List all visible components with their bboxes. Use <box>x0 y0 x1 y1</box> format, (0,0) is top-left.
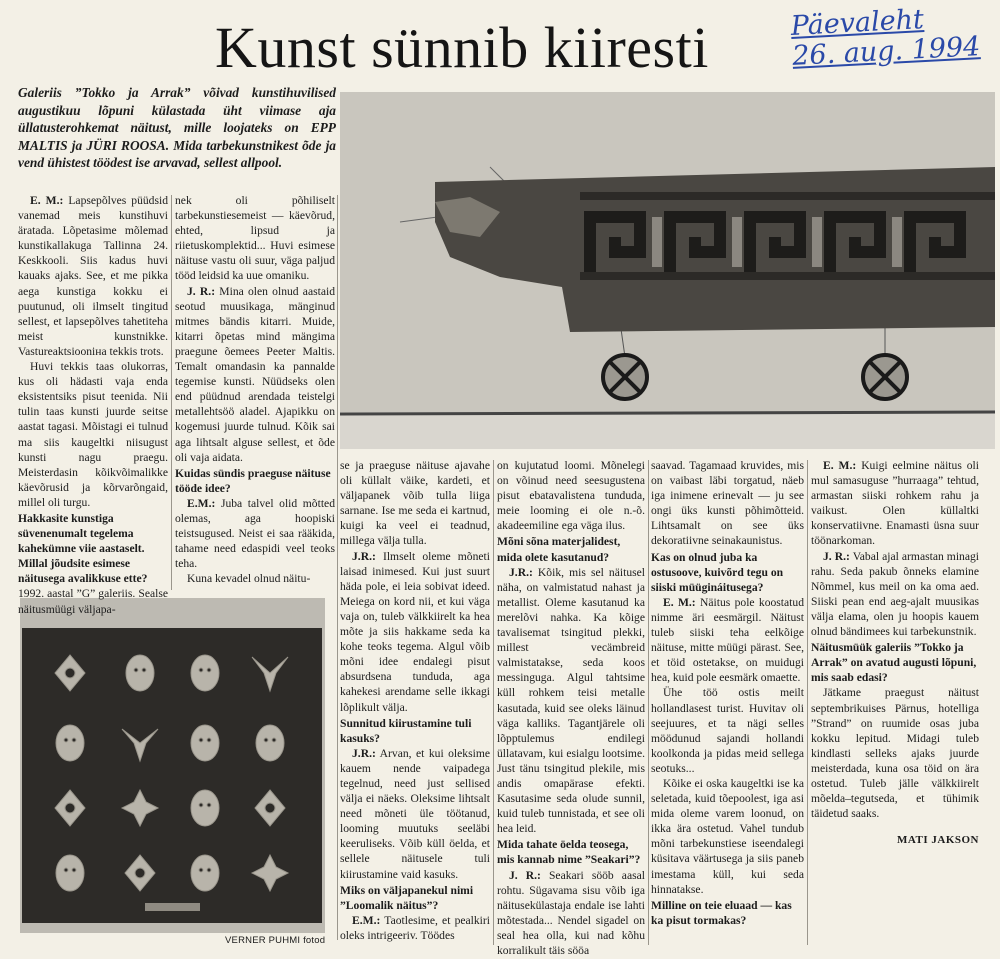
paragraph <box>497 565 645 837</box>
paragraph <box>651 595 804 686</box>
paragraph-text: Huvi tekkis taas olukorras, kus oli hädasti vaja enda eksistentsiks pisut teenida. Nii tulin taas kunsti juurde seitse aastat tagasi. Mõistagi ei tulnud ma siis kaugeltki niisugust kunsti nagu praegu. Meisterdasin kõikvõimalikke käevõrusid ja kõrvarõngaid, millel oli turgu. <box>18 360 168 509</box>
paragraph-text: Ilmselt oleme mõneti laisad inimesed. Kui just suurt häda pole, ei leia sobivat ideed. Meiega on kord nii, et kui väga vaja on, tuleb välkkiirelt ka hea mõte ja siis hakkame seda ka kohe teoks tegema. Algul võib mõni idee endalegi pisut absurdsena tunduda, aga kahekesi arendame selle ikkagi lõplikult välja. <box>340 549 490 714</box>
interview-question <box>340 883 490 913</box>
column-rule <box>807 460 808 945</box>
paragraph-text: Ühe töö ostis meilt hollandlasest turist. Huvitav oli seejuures, et ta nägi selles möödunud sajandi hollandi koolkonda ja pidas meid sellega seotuks... <box>651 686 804 775</box>
paragraph <box>340 913 490 943</box>
paragraph-text: saavad. Tagamaad kruvides, mis on vaibast läbi torgatud, näeb iga inimene erinevalt — ju see ongi üks kunsti põhimõtteid. Lihtsamalt on see üks dekoratiivne seinakaunistus. <box>651 459 804 548</box>
interview-question <box>340 716 490 746</box>
paragraph-text: Miks on väljapanekul nimi ”Loomalik näitus”? <box>340 883 474 912</box>
paragraph <box>811 685 979 821</box>
speaker-initials: E.M.: <box>352 913 381 927</box>
paragraph-text: Kuna kevadel olnud näitu- <box>187 572 311 586</box>
paragraph-text: Kõik, mis sel näitusel näha, on valmistatud nahast ja metallist. Oleme kasutanud ka merelõvi nahka. Ka kõige tavalisemat tsingitud plekki, millest vecämbreid valmistatakse, seda koos messinguga. Algul tahtsime küll rohkem teisi metalle kasutada, kuid see oleks läinud väga kalliks. Tagantjärele oli lõpptulemus endilegi üllatavam, kui esialgu lootsime. Just tänu tsingitud plekile, mis andis omapärase efekti. Kasutasime seda olude sunnil, kuid tuleb tunnistada, et see oli hea leid. <box>497 565 645 836</box>
article-column-4 <box>497 458 645 957</box>
paragraph <box>175 284 335 465</box>
paragraph-text: Sunnitud kiirustamine tuli kasuks? <box>340 716 472 745</box>
paragraph <box>18 586 168 616</box>
paragraph <box>18 359 168 510</box>
paragraph-text: Kuidas sündis praeguse näituse tööde idee? <box>175 466 331 495</box>
paragraph <box>651 685 804 776</box>
speaker-initials: E. M.: <box>30 194 64 207</box>
interview-question <box>651 898 804 928</box>
paragraph-text: Vabal ajal armastan minagi rahu. Seda pakub õnneks elamine Nõmmel, kus meil on ka oma aed. Siiski pean end aeg-ajalt muusikas välja elama, olen ju hoopis kauem olnud bändimees kui tarbekunstnik. <box>811 549 979 639</box>
paragraph-text: 1992. aastal ”G” galeriis. Sealse näitusmüügi väljapa- <box>18 587 168 616</box>
paragraph-text: Näitusmüük galeriis ”Tokko ja Arrak” on avatud augusti lõpuni, mis saab edasi? <box>811 641 977 685</box>
paragraph-text: Kas on olnud juba ka ostusoove, kuivõrd tegu on siiski müügináitusega? <box>651 550 784 594</box>
interview-question <box>651 550 804 595</box>
article-column-5 <box>651 458 804 948</box>
paragraph-text: Mida tahate öelda teosega, mis kannab nime ”Seakari”? <box>497 838 641 867</box>
paragraph <box>340 549 490 715</box>
paragraph-text: on kujutatud loomi. Mõnelegi on võinud need seesugustena pisut ebatavalistena tunduda, meie looming ei ole n.-õ. akadeemiline ega väga ilus. <box>497 459 645 533</box>
paragraph <box>811 458 979 549</box>
interview-question <box>811 640 979 685</box>
interview-question <box>18 511 168 586</box>
paragraph-text: se ja praeguse näituse ajavahe oli küllalt väike, kardeti, et väljapanek võib tulla liiga sarnane. Ise me seda ei kartnud, kuigi ka veel ei teadnud, millega välja tulla. <box>340 459 490 548</box>
paragraph <box>18 193 168 359</box>
paragraph-text: Milline on teie eluaad — kas ka pisut tormakas? <box>651 898 792 927</box>
headline: Kunst sünnib kiiresti <box>215 15 709 80</box>
paragraph <box>651 776 804 897</box>
paragraph-text: Jätkame praegust näitust septembrikuises Pärnus, hotelliga ”Strand” on ruumide osas juba kokku lepitud. Midagi tuleb kindlasti selleks ajaks juurde meisterdada, kuna osa töid on ära ostetud. Tuleb jälle välkkiirelt mõelda–tegutseda, et tühimik täidetud saaks. <box>811 686 979 821</box>
wall-hanging-illustration <box>340 92 995 449</box>
speaker-initials: J. R.: <box>509 868 541 882</box>
interview-question <box>497 837 645 867</box>
column-rule <box>648 460 649 945</box>
speaker-initials: E. M.: <box>663 595 696 609</box>
wheel-left <box>603 355 647 399</box>
interview-question <box>497 534 645 564</box>
speaker-initials: J.R.: <box>352 549 376 563</box>
paragraph-text: nek oli põhiliselt tarbekunstiesemeist — käevõrud, ehted, lipsud ja riietuskomplektid... Huvi esimese näituse vastu oli suur, väga paljud tööd leidsid ka uue omaniku. <box>175 194 335 283</box>
handwritten-source: Päevaleht <box>789 4 925 42</box>
paragraph <box>811 549 979 640</box>
column-rule <box>171 195 172 590</box>
article-column-1 <box>18 193 169 616</box>
main-photo <box>340 92 995 449</box>
paragraph-text: Mõni sõna materjalidest, mida olete kasutanud? <box>497 535 621 564</box>
paragraph-text: Näitus pole koostatud nimme äri eesmärgil. Näitust tuleb siiski teha eelkõige näituse, mitte müügi pärast. See, et töid ostetakse, on muidugi hea, kuid pole eesmärk omaette. <box>651 595 804 685</box>
paragraph <box>175 496 335 571</box>
paragraph <box>340 746 490 882</box>
column-rule <box>493 460 494 945</box>
speaker-initials: E. M.: <box>823 459 857 472</box>
paragraph-text: Kuigi eelmine näitus oli mul samasuguse ”hurraaga” tehtud, armastan siiski rohkem rahu ja vaikust. Olen küllaltki konservatiivne. Enamasti üsna suur töönarkoman. <box>811 459 979 548</box>
speaker-initials: J.R.: <box>509 565 533 579</box>
paragraph-text: Juba talvel olid mõtted olemas, aga hoopiski teistsugused. Neist ei saa rääkida, tahame need edaspidi veel teoks teha. <box>175 496 335 571</box>
article-column-3 <box>340 458 490 948</box>
photo-credit: VERNER PUHMI fotod <box>225 935 326 946</box>
paragraph <box>651 458 804 549</box>
paragraph-text: Kõike ei oska kaugeltki ise ka seletada, kuid tõepoolest, iga asi mida oleme varem loonud, on ikka ära ostetud. Vahel tundub mõni tarbekunstiese iseendalegi küsitava väärtusega ja siis paneb imestama küll, kui seda hinnatakse. <box>651 776 804 896</box>
paragraph-text: Hakkasite kunstiga süvenenumalt tegelema kahekümne viie aastaselt. Millal jõudsite esimese näitusega avalikkuse ette? <box>18 511 148 586</box>
paragraph <box>497 458 645 533</box>
speaker-initials: J.R.: <box>352 746 376 760</box>
handwritten-annotation <box>790 1 998 72</box>
speaker-initials: J. R.: <box>823 549 850 563</box>
column-rule <box>337 195 338 940</box>
paragraph-text: Taotlesime, et pealkiri oleks intrigeeriv. Töödes <box>340 913 490 942</box>
article-column-6 <box>811 458 979 868</box>
paragraph-text: Lapsepõlves püüdsid vanemad meis kunstihuvi äratada. Lõpetasime mõlemad kunstikallakuga Tallinna 24. Keskkooli. Siis kadus huvi kauaks ajaks. See, et me pikka aega kunstiga kokku ei puutunud, oli ilmselt tingitud sellest, et lapsepõlves tahetiteha meist kunstnikke. Vastureaktsiooniна tekkis trots. <box>18 194 169 358</box>
paragraph <box>340 458 490 549</box>
article-column-2 <box>175 193 335 586</box>
speaker-initials: E.M.: <box>187 496 216 510</box>
paragraph <box>175 571 335 586</box>
paragraph <box>175 193 335 284</box>
tapestry-photo <box>20 598 325 933</box>
paragraph-text: Seakari sööb aasal rohtu. Sügavama sisu võib iga näitusekülastaja endale ise lahti mõtestada... Nendel sigadel on seal hea olla, kui nad kõhu korralikult täis sööa <box>497 868 645 957</box>
lead-paragraph: Galeriis ”Tokko ja Arrak” võivad kunstihuvilised augustikuu lõpuni külastada üht viimase aja üllatusterohkemat näitust, mille loojateks on EPP MALTIS ja JÜRI ROOSA. Mida tarbekunstnikest õde ja vend ühistest töödest ise arvavad, sellest allpool. <box>18 85 336 170</box>
tapestry-illustration <box>20 598 325 933</box>
interview-question <box>175 466 335 496</box>
wheel-right <box>863 355 907 399</box>
handwritten-date: 26. aug. 1994 <box>791 31 982 72</box>
speaker-initials: J. R.: <box>187 284 216 298</box>
author-signature: MATI JAKSON <box>897 834 979 847</box>
paragraph-text: Mina olen olnud aastaid seotud muusikaga, mänginud mitmes bändis kitarri. Muide, kitarri õpetas mind mängima praegune õemees Peeter Maltis. Temalt omandasin ka pannalde tegemise kunsti. Nüüdseks olen end püüdnud arendada teistelgi metallehtsöö aladel. Ajapikku on kogemusi juurde tulnud. Kõik sai aga lihtsalt alguse sellest, et õde oli vaja aidata. <box>175 284 335 464</box>
paragraph <box>497 868 645 959</box>
paragraph-text: Arvan, et kui oleksime kauem nende vaipadega tegelnud, need just sellised välja ei näeks. Oleksime lihtsalt need mõneti üle töötanud, looming muutuks seeläbi keeruliseks. Võib küll öelda, et sellele näitusele tuli kiirustamine vaid kasuks. <box>340 746 490 881</box>
